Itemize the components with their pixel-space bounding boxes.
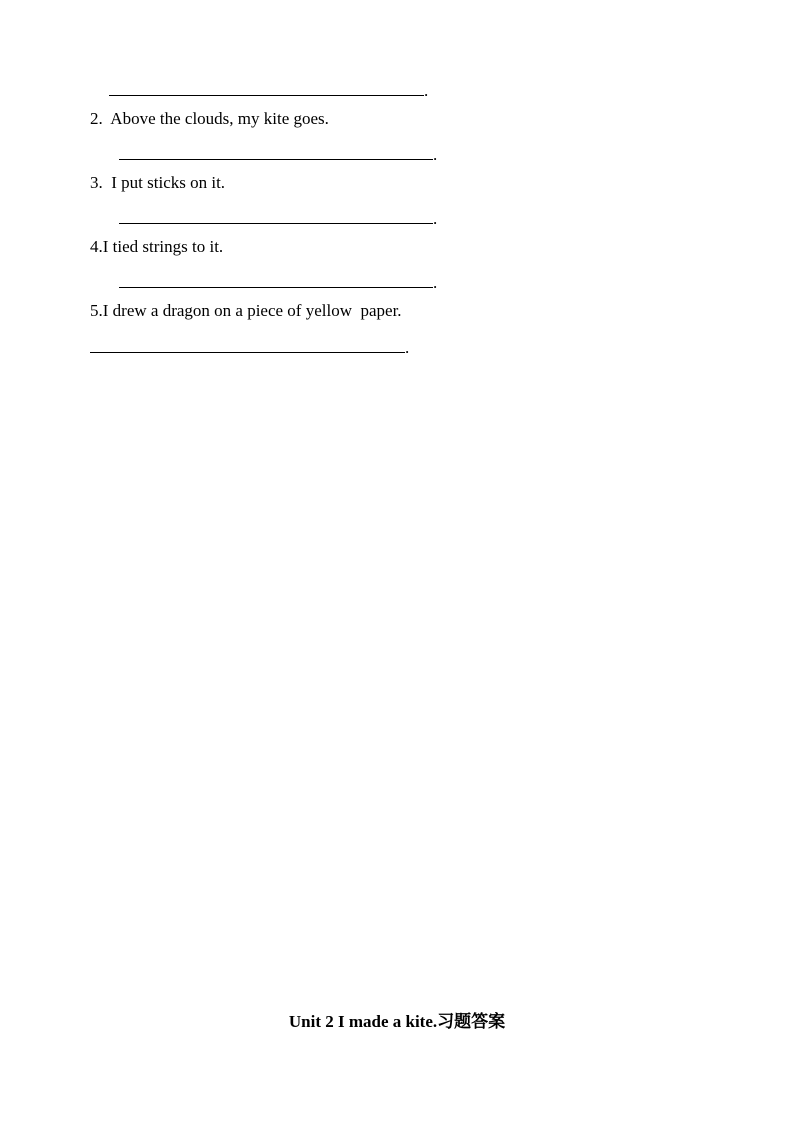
answer-line-4: [119, 287, 433, 288]
question-2: 2. Above the clouds, my kite goes.: [90, 109, 329, 128]
question-5: 5.I drew a dragon on a piece of yellow paper.: [90, 301, 402, 320]
question-4: 4.I tied strings to it.: [90, 237, 224, 256]
question-3: 3. I put sticks on it.: [90, 173, 226, 192]
answer-period-2: .: [433, 145, 438, 164]
answer-period-5: .: [405, 338, 410, 357]
answer-key-title-cjk: 习题答案: [437, 1012, 506, 1032]
answer-key-heading: [0, 1012, 794, 1032]
answer-line-3: [119, 223, 433, 224]
answer-line-2: [119, 159, 433, 160]
answer-period-3: .: [433, 209, 438, 228]
answer-period-4: .: [433, 273, 438, 292]
answer-line-5: [90, 352, 405, 353]
answer-line-1: [109, 95, 424, 96]
answer-period-1: .: [424, 81, 429, 100]
answer-key-title: Unit 2 I made a kite.: [288, 1012, 438, 1031]
